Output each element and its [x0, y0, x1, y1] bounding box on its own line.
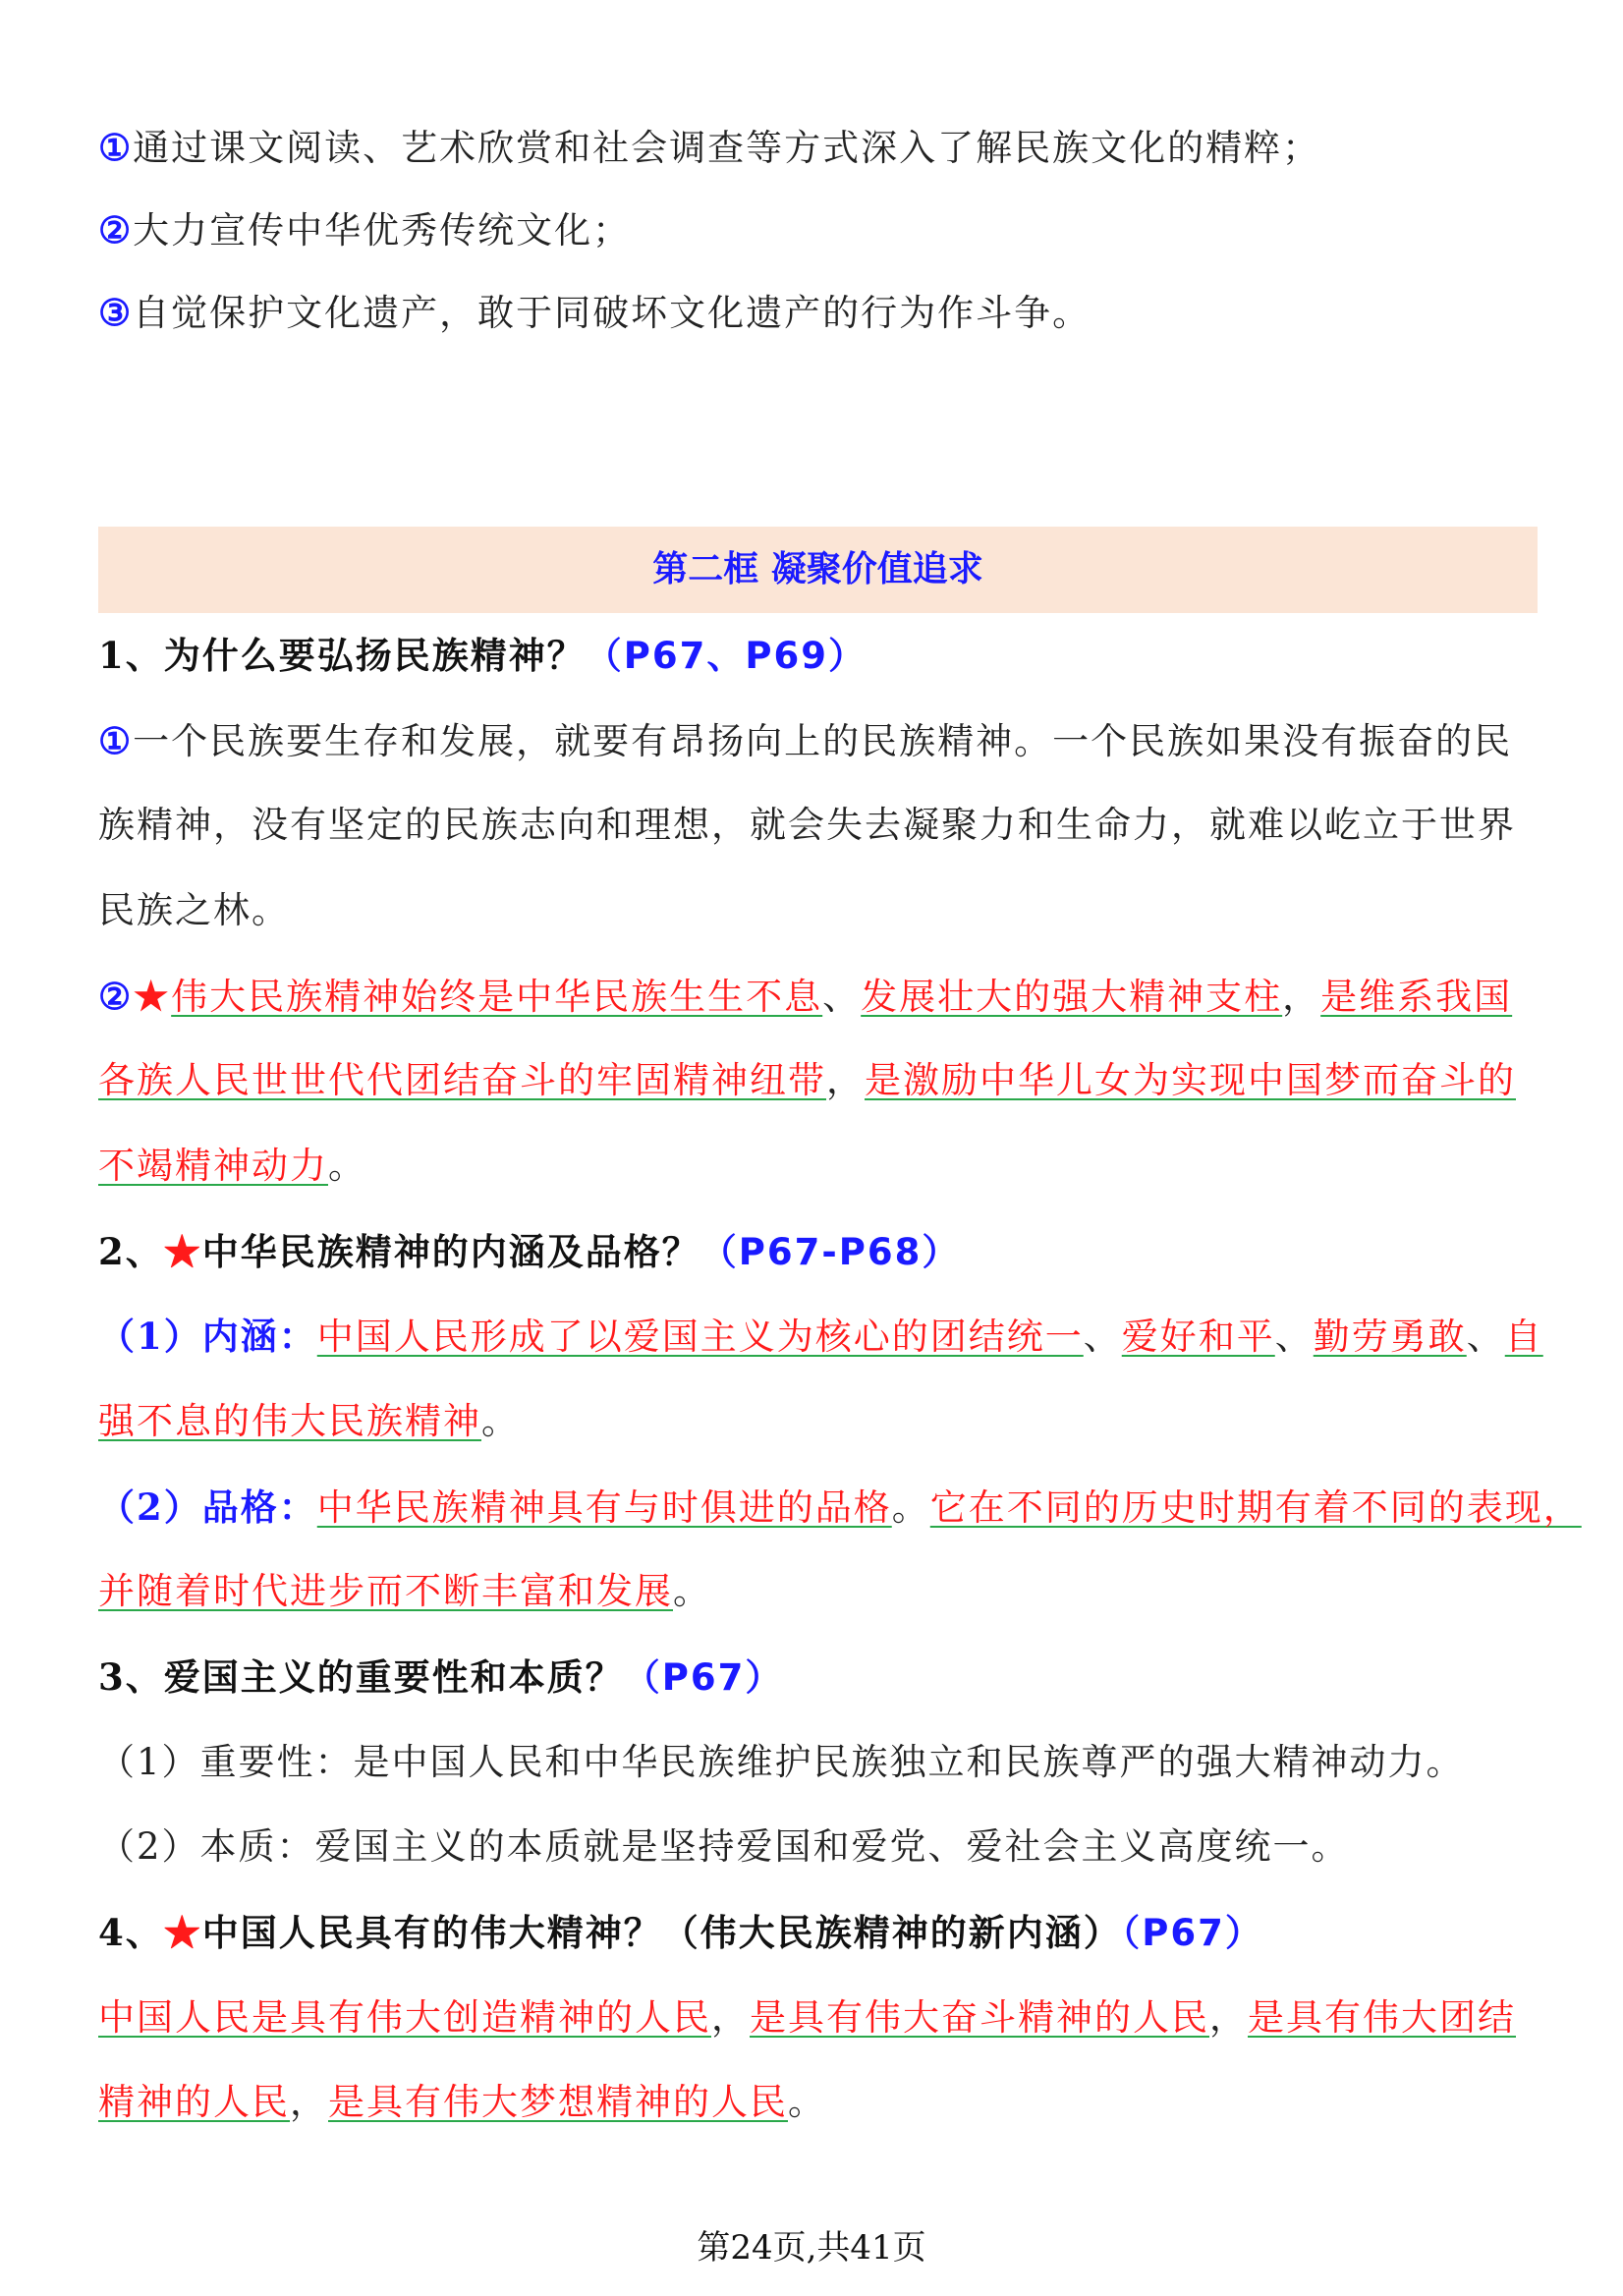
page-reference: （P67）: [623, 1656, 784, 1699]
item-text: 自觉保护文化遗产，敢于同破坏文化遗产的行为作斗争。: [133, 292, 1091, 334]
question-title: 中华民族精神的内涵及品格？: [201, 1230, 700, 1273]
q2-character-line1: [98, 1484, 1582, 1532]
item-text: 大力宣传中华优秀传统文化；: [133, 209, 632, 252]
separator: 。: [788, 2081, 826, 2123]
separator: ，: [290, 2081, 328, 2123]
intro-item-2: [98, 206, 631, 254]
q1-para2-line1: [98, 973, 1512, 1021]
para-text: 族精神，没有坚定的民族志向和理想，就会失去凝聚力和生命力，就难以屹立于世界: [98, 804, 1516, 846]
star-icon: ★: [163, 1230, 202, 1273]
page-footer: 第24页,共41页: [697, 2228, 926, 2268]
item-number: ①: [98, 719, 134, 762]
key-phrase: 它在不同的历史时期有着不同的表现，: [929, 1486, 1582, 1529]
q1-para2-line3: [98, 1143, 366, 1190]
key-phrase: 各族人民世世代代团结奋斗的牢固精神纽带: [98, 1059, 826, 1101]
star-icon: ★: [163, 1911, 202, 1954]
key-phrase: 是维系我国: [1320, 976, 1513, 1018]
separator: 。: [328, 1145, 366, 1187]
separator: 。: [891, 1486, 930, 1529]
sub-label: （1）内涵：: [98, 1315, 317, 1358]
question-4-heading: [98, 1909, 1263, 1957]
q1-para1-line3: [98, 887, 290, 934]
separator: ，: [1209, 1996, 1248, 2039]
para-text: （2）本质：爱国主义的本质就是坚持爱国和爱党、爱社会主义高度统一。: [98, 1825, 1350, 1868]
sub-label: （2）品格：: [98, 1485, 317, 1529]
para-text: 民族之林。: [98, 889, 290, 931]
item-number: ③: [98, 291, 134, 334]
key-phrase: 发展壮大的强大精神支柱: [861, 976, 1283, 1018]
q1-para2-line2: [98, 1057, 1516, 1104]
separator: 。: [481, 1400, 520, 1442]
key-phrase: 自: [1504, 1316, 1543, 1358]
key-phrase: 勤劳勇敢: [1313, 1316, 1467, 1358]
section-title: 第二框 凝聚价值追求: [652, 549, 983, 589]
question-title: 1、为什么要弘扬民族精神？: [98, 634, 586, 677]
page-reference: （P67）: [1121, 1912, 1263, 1954]
star-icon: ★: [133, 976, 172, 1018]
q3-essence: [98, 1823, 1350, 1871]
separator: 、: [1274, 1316, 1314, 1358]
para-text: （1）重要性：是中国人民和中华民族维护民族独立和民族尊严的强大精神动力。: [98, 1741, 1465, 1783]
separator: ，: [1282, 976, 1321, 1018]
separator: 、: [1083, 1316, 1122, 1358]
question-2-heading: [98, 1228, 960, 1276]
key-phrase: 是具有伟大团结: [1248, 1996, 1516, 2039]
page-reference: （P67-P68）: [700, 1231, 961, 1273]
key-phrase: 中国人民是具有伟大创造精神的人民: [98, 1996, 711, 2039]
item-number: ①: [98, 126, 134, 169]
key-phrase: 中华民族精神具有与时俱进的品格: [316, 1486, 892, 1529]
key-phrase: 伟大民族精神始终是中华民族生生不息: [171, 976, 823, 1018]
q1-para1-line1: [98, 717, 1512, 765]
question-title: 3、爱国主义的重要性和本质？: [98, 1655, 624, 1699]
intro-item-1: [98, 124, 1320, 172]
item-number: ②: [98, 208, 134, 252]
item-text: 通过课文阅读、艺术欣赏和社会调查等方式深入了解民族文化的精粹；: [133, 127, 1321, 169]
key-phrase: 中国人民形成了以爱国主义为核心的团结统一: [316, 1316, 1084, 1358]
separator: 、: [822, 976, 862, 1018]
separator: ，: [826, 1059, 865, 1101]
separator: 、: [1466, 1316, 1505, 1358]
key-phrase: 不竭精神动力: [98, 1145, 328, 1187]
q1-para1-line2: [98, 802, 1516, 849]
question-title: 中国人民具有的伟大精神？（伟大民族精神的新内涵）: [201, 1911, 1122, 1954]
question-number: 4、: [98, 1911, 164, 1954]
separator: ，: [711, 1996, 750, 2039]
page-reference: （P67、P69）: [585, 635, 867, 677]
key-phrase: 是具有伟大奋斗精神的人民: [750, 1996, 1209, 2039]
question-number: 2、: [98, 1230, 164, 1273]
key-phrase: 是激励中华儿女为实现中国梦而奋斗的: [865, 1059, 1516, 1101]
question-3-heading: [98, 1653, 783, 1702]
para-text: 一个民族要生存和发展，就要有昂扬向上的民族精神。一个民族如果没有振奋的民: [133, 720, 1513, 762]
item-number: ②: [98, 975, 134, 1018]
q2-character-line2: [98, 1568, 711, 1615]
q2-connotation-line1: [98, 1313, 1543, 1361]
key-phrase: 是具有伟大梦想精神的人民: [328, 2081, 788, 2123]
q2-connotation-line2: [98, 1398, 520, 1445]
question-1-heading: [98, 632, 867, 680]
separator: 。: [673, 1570, 711, 1612]
section-banner: [98, 527, 1538, 613]
key-phrase: 精神的人民: [98, 2081, 290, 2123]
q4-answer-line2: [98, 2079, 826, 2126]
intro-item-3: [98, 289, 1091, 337]
key-phrase: 爱好和平: [1121, 1316, 1275, 1358]
q3-importance: [98, 1739, 1465, 1786]
q4-answer-line1: [98, 1994, 1516, 2042]
key-phrase: 并随着时代进步而不断丰富和发展: [98, 1570, 673, 1612]
key-phrase: 强不息的伟大民族精神: [98, 1400, 481, 1442]
